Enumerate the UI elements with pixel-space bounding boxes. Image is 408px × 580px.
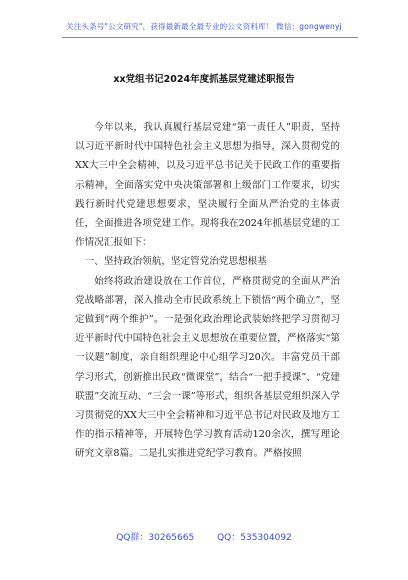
document-title: xx党组书记2024年度抓基层党建述职报告 bbox=[113, 74, 295, 85]
section-paragraph: 始终将政治建设放在工作首位，严格贯彻党的全面从严治党战略部署，深入推动全市民政系统上下锁悟“两个确立”，坚定做到“两个维护”。一是强化政治理论武装始终把学习贯彻习近平新时代中国特色社会主义思想放在重要位置，严格落实“第一议题”制度，亲自组织理论中心组学习20次。丰富党员干部学习形式，创新推出民政“微课堂”，结合“一把手授课”、“党建联盟”交流互动、“三会一课”等形式，组织各基层党组织深入学习贯彻党的XX大三中全会精神和习近平总书记对民政及地方工作的指示精神等，开展特色学习教育活动120余次，撰写理论研究文章8篇。二是扎实推进党纪学习教育。严格按照 bbox=[75, 275, 340, 460]
header-divider bbox=[62, 37, 358, 38]
header-note: 关注头条号"公文研究"，获得最新最全最专业的公文资料库！ 微信：gongwenyj bbox=[66, 22, 342, 31]
document-body bbox=[75, 118, 340, 464]
section-heading: 一、坚持政治领航，坚定管党治党思想根基 bbox=[84, 256, 267, 268]
qq-number-label: QQ：535304092 bbox=[217, 533, 292, 543]
footer-contact bbox=[0, 530, 408, 543]
intro-paragraph: 今年以来，我认真履行基层党建“第一责任人”职责，坚持以习近平新时代中国特色社会主义思想为指导，深入贯彻党的XX大三中全会精神，以及习近平总书记关于民政工作的重要指示精神，全面落实党中央决策部署和上级部门工作要求，切实践行新时代党建思想要求，坚决履行全面从严治党的主体责任，全面推进各项党建工作。现将我在2024年抓基层党建的工作情况汇报如下： bbox=[75, 122, 340, 249]
qq-group-label: QQ群：30265665 bbox=[116, 533, 195, 543]
